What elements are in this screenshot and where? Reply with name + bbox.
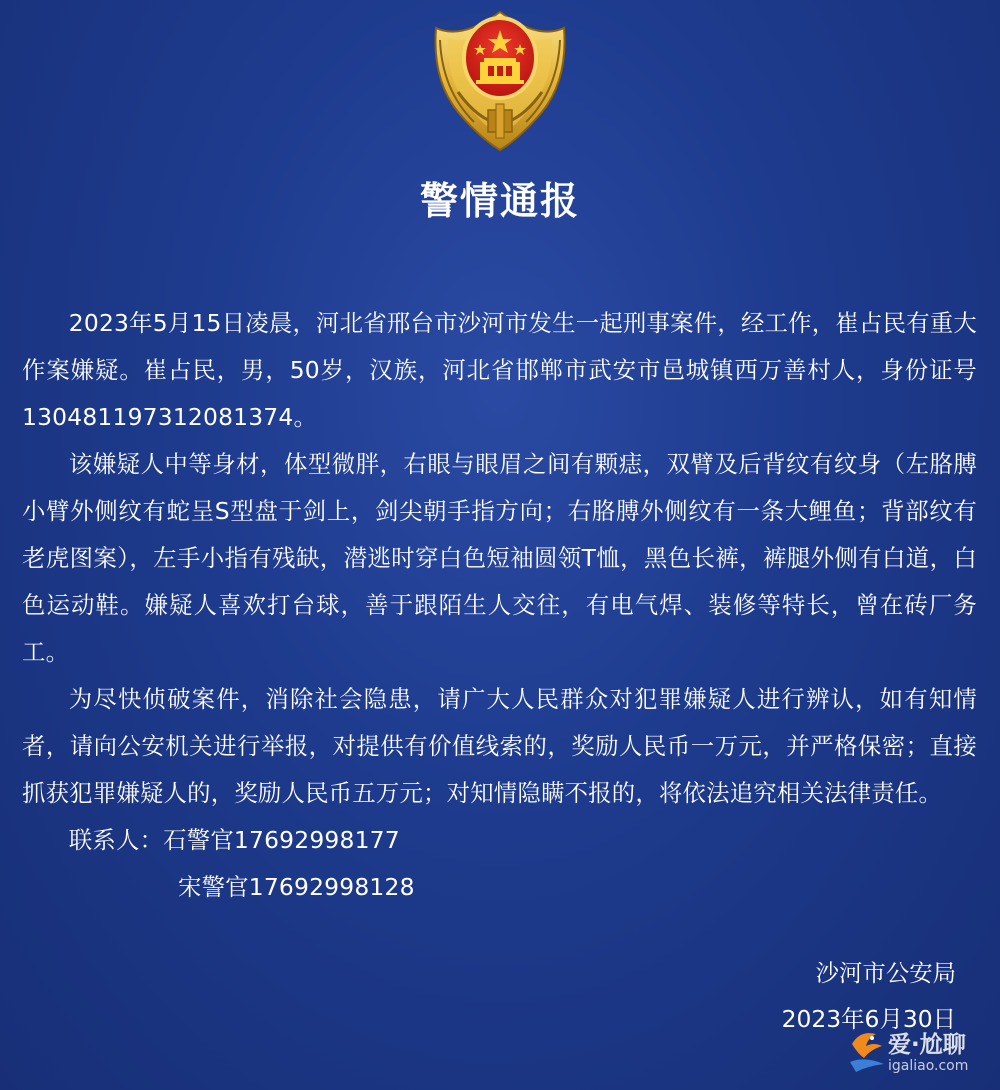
notice-body (22, 300, 977, 911)
issue-date: 2023年6月30日 (781, 1005, 956, 1033)
contact-line-2: 宋警官17692998128 (178, 873, 415, 901)
paragraph-reward: 为尽快侦破案件，消除社会隐患，请广大人民群众对犯罪嫌疑人进行辨认，如有知情者，请向公安机关进行举报，对提供有价值线索的，奖励人民币一万元，并严格保密；直接抓获犯罪嫌疑人的，奖励人民币五万元；对知情隐瞒不报的，将依法追究相关法律责任。 (22, 685, 977, 807)
watermark-bird-icon (846, 1024, 888, 1076)
watermark-name: 爱·尬聊 (888, 1032, 966, 1058)
watermark-url: igaliao.com (888, 1058, 969, 1074)
contact-line-1: 联系人：石警官17692998177 (68, 826, 400, 854)
police-emblem-icon (418, 0, 582, 160)
paragraph-case: 2023年5月15日凌晨，河北省邢台市沙河市发生一起刑事案件，经工作，崔占民有重大作案嫌疑。崔占民，男，50岁，汉族，河北省邯郸市武安市邑城镇西万善村人，身份证号130481197312081374。 (22, 309, 977, 431)
watermark (846, 1022, 996, 1084)
issuing-organization: 沙河市公安局 (815, 959, 956, 987)
paragraph-description: 该嫌疑人中等身材，体型微胖，右眼与眼眉之间有颗痣，双臂及后背纹有纹身（左胳膊小臂外侧纹有蛇呈S型盘于剑上，剑尖朝手指方向；右胳膊外侧纹有一条大鲤鱼；背部纹有老虎图案），左手小指有残缺，潜逃时穿白色短袖圆领T恤，黑色长裤，裤腿外侧有白道，白色运动鞋。嫌疑人喜欢打台球，善于跟陌生人交往，有电气焊、装修等特长，曾在砖厂务工。 (22, 450, 977, 666)
page-title: 警情通报 (419, 179, 580, 223)
